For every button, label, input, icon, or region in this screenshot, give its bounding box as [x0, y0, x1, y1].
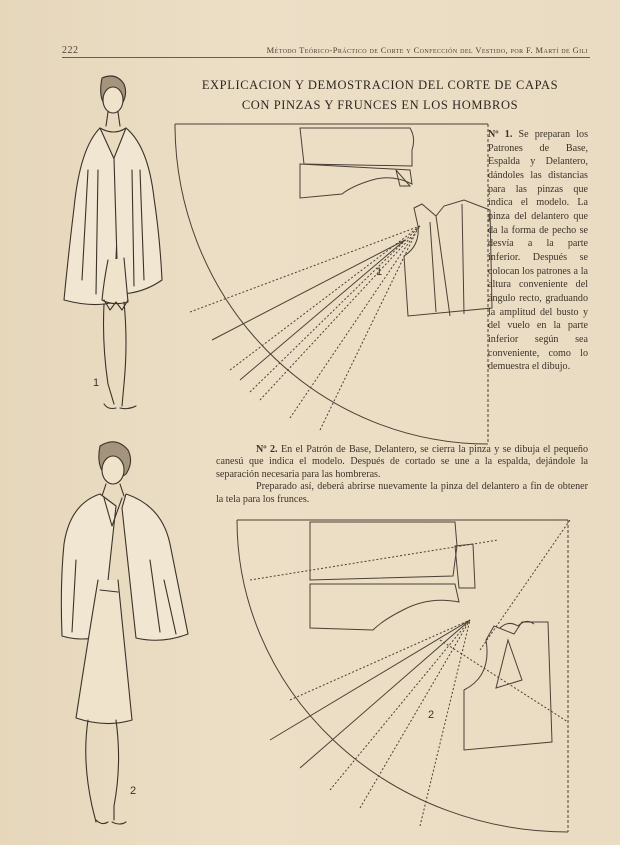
- section-2-paragraph-2: Preparado así, deberá abrirse nuevamente la pinza del delantero a fin de obtener la tela para los frunces.: [216, 481, 588, 505]
- diagram-1-label: 1: [376, 266, 383, 278]
- figure-2-label: 2: [130, 785, 137, 797]
- section-1-text: [488, 128, 588, 374]
- section-2-label: Nº 2.: [256, 444, 278, 455]
- pattern-diagram-2: [237, 520, 570, 832]
- pattern-diagram-1: [175, 124, 492, 444]
- section-1-label: Nº 1.: [488, 129, 513, 140]
- running-head: Método Teórico-Práctico de Corte y Confección del Vestido, por F. Martí de Gili: [266, 45, 588, 55]
- page-title-line-2: CON PINZAS Y FRUNCES EN LOS HOMBROS: [241, 98, 519, 112]
- section-2-body: En el Patrón de Base, Delantero, se cierra la pinza y se dibuja el pequeño canesú que indica el modelo. Después de cortado se une a la espalda, dejándole la separación necesaria para las hombreras.: [216, 444, 589, 480]
- page-number: 222: [62, 45, 79, 56]
- section-2-text: [216, 444, 588, 506]
- page-title-line-1: EXPLICACION Y DEMOSTRACION DEL CORTE DE CAPAS: [201, 78, 559, 92]
- diagram-2-label: 2: [428, 709, 435, 721]
- section-2-paragraph-1: [216, 444, 588, 481]
- section-1-body: Se preparan los Patrones de Base, Espalda y Delantero, dándoles las distancias para las pinzas que indica el modelo. La pinza del delantero que da la forma de pecho se desvía a la parte inferior. Después se colocan los patrones a la altura conveniente del ángulo recto, graduando la amplitud del busto y del vuelo en la parte inferior según sea conveniente, como lo demuestra el dibujo.: [488, 129, 588, 373]
- figure-1-label: 1: [93, 377, 100, 389]
